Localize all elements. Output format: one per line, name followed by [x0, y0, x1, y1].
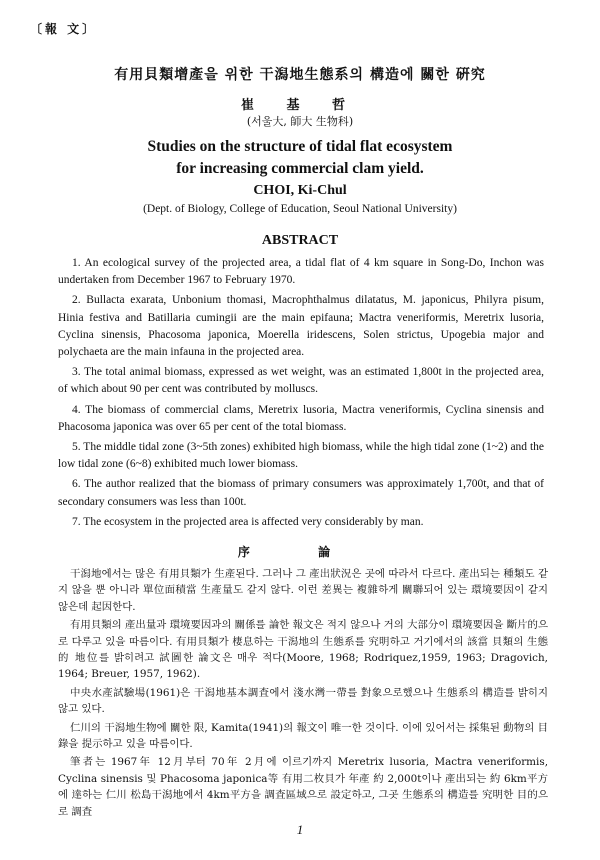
- english-affiliation: (Dept. of Biology, College of Education, Seoul National University): [143, 203, 457, 215]
- introduction-heading: 序 論: [237, 545, 363, 559]
- abstract-body: [58, 255, 544, 534]
- page-number: 1: [296, 822, 304, 837]
- english-author: CHOI, Ki-Chul: [253, 183, 347, 198]
- body-paragraph: 筆者는 1967年 12月부터 70年 2月에 이르기까지 Meretrix lusoria, Mactra veneriformis, Cyclina sinensis 및 Phacosoma japonica等 有用二枚貝가 年產 約 2,000t이나 產出되는 約 6km平方에 達하는 仁川 松島干潟地에서 4km平方을 調査區域으로 設定하고, 그곳 生態系의 構造를 究明한 目的으로 調査: [58, 756, 548, 818]
- introduction-body: [58, 566, 548, 822]
- body-paragraph: 仁川의 干潟地生物에 關한 限, Kamita(1941)의 報文이 唯一한 것이다. 이에 있어서는 採集된 動物의 目錄을 提示하고 있을 따름이다.: [58, 721, 548, 751]
- english-title-line-1: Studies on the structure of tidal flat ecosystem: [147, 138, 453, 155]
- article-type-tag: 〔報 文〕: [30, 22, 98, 36]
- english-title-line-2: for increasing commercial clam yield.: [176, 160, 424, 177]
- abstract-item: 5. The middle tidal zone (3~5th zones) exhibited high biomass, while the high tidal zone (1~2) and the low tidal zone (6~8) exhibited much lower biomass.: [58, 441, 544, 471]
- body-paragraph: 中央水產試驗場(1961)은 干潟地基本調査에서 淺水灣一帶를 對象으로했으나 生態系의 構造를 밝히지 않고 있다.: [58, 686, 548, 716]
- english-title: [0, 136, 600, 180]
- abstract-item: 2. Bullacta exarata, Unbonium thomasi, Macrophthalmus dilatatus, M. japonicus, Philyra pisum, Hinia festiva and Batillaria cumingii are the main epifauna; Mactra veneriformis, Meretrix lusoria, Cyclina sinensis, Phacosoma japonica, Moerella iridescens, Solen strictus, Upogebia major and polychaeta are the main infauna in the projected area.: [58, 294, 544, 359]
- korean-title: 有用貝類增產을 위한 干潟地生態系의 構造에 關한 硏究: [114, 67, 486, 83]
- korean-author: 崔 基 哲: [240, 98, 360, 113]
- abstract-item: 7. The ecosystem in the projected area is affected very considerably by man.: [72, 515, 424, 528]
- body-paragraph: 有用貝類의 產出量과 環境要因과의 關係를 論한 報文은 적지 않으나 거의 大部分이 環境要因을 斷片的으로 다루고 있을 따름이다. 有用貝類가 棲息하는 干潟地의 生態系를 究明하고 거기에서의 該當 貝類의 生態的 地位를 밝히려고 試圖한 論文은 매우 적다(Moore, 1968; Rodriquez,1959, 1963; Dragovich, 1964; Breuer, 1957, 1962).: [58, 619, 548, 681]
- abstract-item: 4. The biomass of commercial clams, Meretrix lusoria, Mactra veneriformis, Cyclina sinensis and Phacosoma japonica was over 65 per cent of the total biomass.: [58, 403, 544, 433]
- abstract-item: 1. An ecological survey of the projected area, a tidal flat of 4 km square in Song-Do, Inchon was undertaken from December 1967 to February 1970.: [58, 257, 544, 287]
- abstract-item: 6. The author realized that the biomass of primary consumers was approximately 1,700t, and that of secondary consumers was less than 100t.: [58, 478, 544, 508]
- abstract-item: 3. The total animal biomass, expressed as wet weight, was an estimated 1,800t in the projected area, of which about 90 per cent was contributed by molluscs.: [58, 366, 544, 396]
- korean-affiliation: (서울大, 師大 生物科): [246, 115, 354, 128]
- abstract-heading: ABSTRACT: [261, 233, 339, 248]
- body-paragraph: 干潟地에서는 많은 有用貝類가 生產된다. 그러나 그 產出狀況은 곳에 따라서 다르다. 產出되는 種類도 같지 않을 뿐 아니라 單位面積當 生產量도 같지 않다. 이런 差異는 複雜하게 關聯되어 있는 環境要因이 같지 않은데 起因한다.: [58, 568, 548, 613]
